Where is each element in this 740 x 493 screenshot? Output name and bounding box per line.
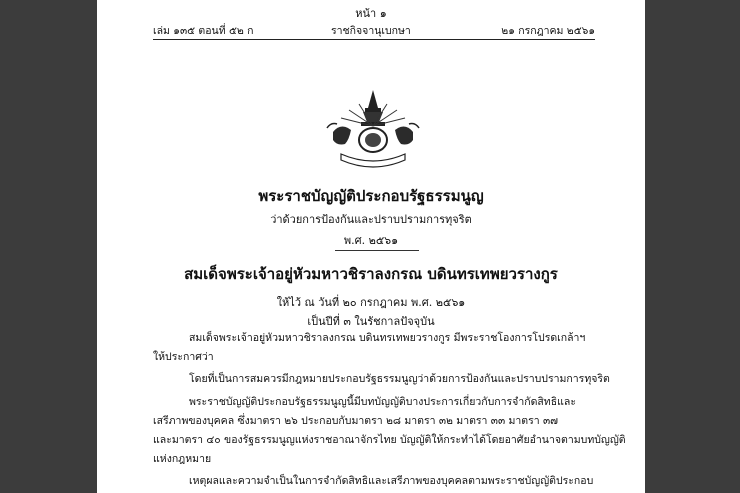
royal-seal-emblem: [313, 88, 433, 170]
gazette-name: ราชกิจจานุเบกษา: [331, 25, 411, 37]
header-rule: [153, 39, 595, 40]
body-paragraph-line: พระราชบัญญัติประกอบรัฐธรรมนูญนี้มีบทบัญญัติบางประการเกี่ยวกับการจำกัดสิทธิและ: [189, 396, 576, 408]
body-paragraph-line: เสรีภาพของบุคคล ซึ่งมาตรา ๒๖ ประกอบกับมาตรา ๒๘ มาตรา ๓๒ มาตรา ๓๓ มาตรา ๓๗: [153, 415, 559, 427]
act-subtitle: ว่าด้วยการป้องกันและปราบปรามการทุจริต: [270, 213, 472, 226]
body-paragraph-line: สมเด็จพระเจ้าอยู่หัวมหาวชิราลงกรณ บดินทรเทพยวรางกูร มีพระราชโองการโปรดเกล้าฯ: [189, 332, 586, 344]
act-year: พ.ศ. ๒๕๖๑: [343, 234, 399, 247]
king-name: สมเด็จพระเจ้าอยู่หัวมหาวชิราลงกรณ บดินทรเทพยวรางกูร: [184, 265, 558, 283]
viewer-right-margin: [645, 0, 740, 493]
body-paragraph-line: โดยที่เป็นการสมควรมีกฎหมายประกอบรัฐธรรมนูญว่าด้วยการป้องกันและปราบปรามการทุจริต: [189, 373, 610, 385]
body-paragraph-line: แห่งกฎหมาย: [153, 453, 212, 465]
reign-year: เป็นปีที่ ๓ ในรัชกาลปัจจุบัน: [307, 315, 435, 328]
document-page: [97, 0, 645, 493]
volume-issue: เล่ม ๑๓๕ ตอนที่ ๕๒ ก: [153, 25, 254, 37]
given-date: ให้ไว้ ณ วันที่ ๒๐ กรกฎาคม พ.ศ. ๒๕๖๑: [276, 296, 466, 309]
gazette-header: [153, 22, 595, 36]
act-title: พระราชบัญญัติประกอบรัฐธรรมนูญ: [258, 187, 484, 205]
page-number: หน้า ๑: [355, 7, 387, 20]
body-paragraph-line: เหตุผลและความจำเป็นในการจำกัดสิทธิและเสรีภาพของบุคคลตามพระราชบัญญัติประกอบ: [189, 475, 594, 487]
title-divider: [335, 250, 419, 251]
body-paragraph-line: ให้ประกาศว่า: [153, 351, 214, 363]
gazette-date: ๒๑ กรกฎาคม ๒๕๖๑: [501, 25, 595, 37]
body-paragraph-line: และมาตรา ๔๐ ของรัฐธรรมนูญแห่งราชอาณาจักรไทย บัญญัติให้กระทำได้โดยอาศัยอำนาจตามบทบัญญัติ: [153, 434, 626, 446]
viewer-left-margin: [0, 0, 97, 493]
